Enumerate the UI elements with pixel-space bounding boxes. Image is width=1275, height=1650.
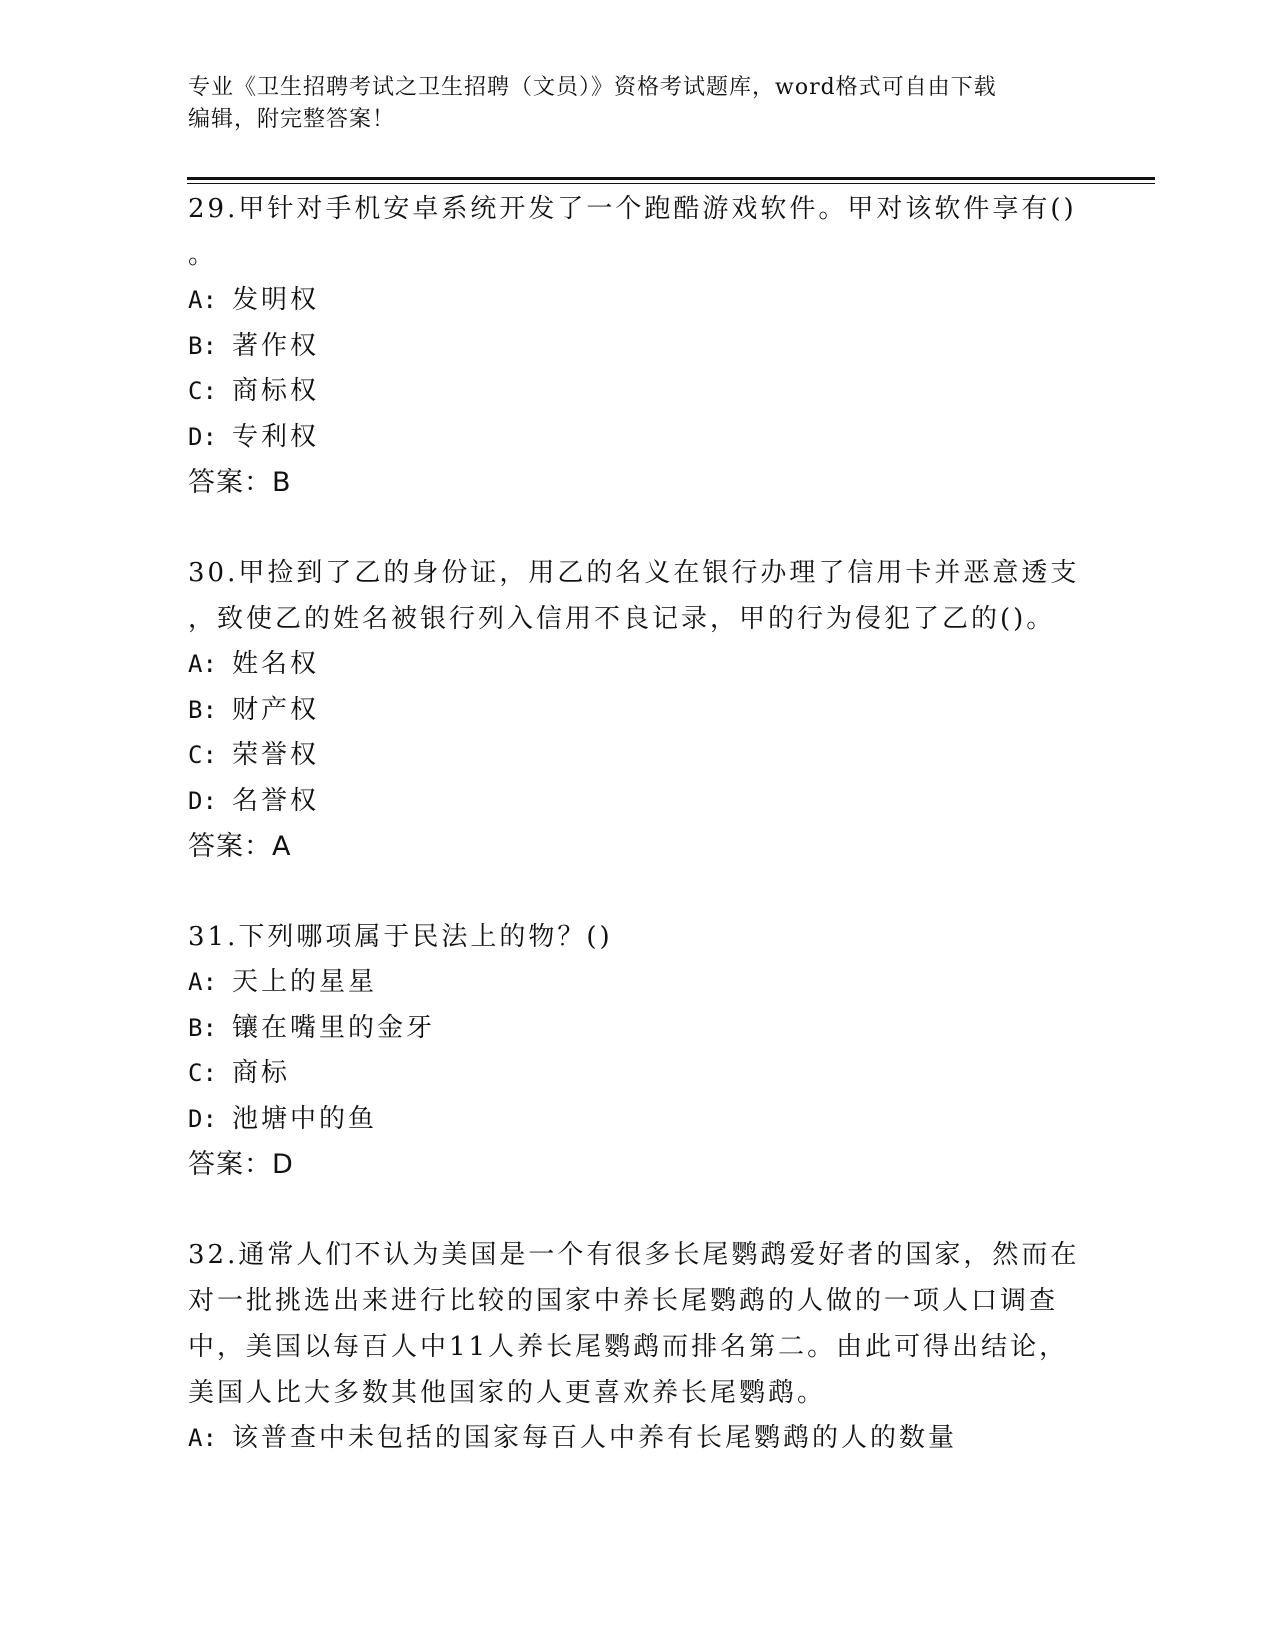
question-stem	[188, 186, 1088, 278]
option-a	[188, 1416, 1088, 1462]
header-line: 编辑，附完整答案！	[188, 107, 396, 132]
stem-line: ，致使乙的姓名被银行列入信用不良记录，甲的行为侵犯了乙的()。	[188, 604, 1056, 634]
option-d	[188, 415, 1088, 461]
option-text: 商标	[232, 1058, 291, 1088]
header-divider-thin	[187, 183, 1155, 184]
option-letter: A:	[188, 650, 217, 678]
option-text: 荣誉权	[232, 740, 320, 770]
option-b	[188, 1006, 1088, 1052]
option-text: 商标权	[232, 376, 320, 406]
question-32	[188, 1232, 1088, 1462]
option-text: 天上的星星	[232, 967, 378, 997]
answer-label: 答案：D	[188, 1149, 294, 1180]
stem-line: 。	[188, 240, 218, 270]
question-30	[188, 550, 1088, 870]
question-31	[188, 914, 1088, 1188]
option-text: 名誉权	[232, 785, 320, 816]
option-b	[188, 324, 1088, 370]
option-text: 姓名权	[232, 649, 320, 679]
option-b	[188, 688, 1088, 734]
option-letter: D:	[188, 422, 217, 451]
option-letter: B:	[188, 331, 217, 360]
option-letter: D:	[188, 1104, 217, 1133]
option-d	[188, 779, 1088, 825]
option-text: 发明权	[232, 285, 320, 315]
option-text: 著作权	[232, 330, 320, 361]
option-letter: A:	[188, 286, 217, 314]
option-text: 池塘中的鱼	[232, 1103, 378, 1134]
option-letter: C:	[188, 1059, 217, 1087]
option-a	[188, 642, 1088, 688]
stem-line: 29.甲针对手机安卓系统开发了一个跑酷游戏软件。甲对该软件享有()	[188, 194, 1077, 224]
option-letter: A:	[188, 1424, 217, 1452]
question-stem	[188, 1232, 1088, 1416]
answer-label: 答案：A	[188, 831, 292, 862]
answer-label: 答案：B	[188, 467, 292, 498]
option-text: 镶在嘴里的金牙	[232, 1012, 436, 1043]
header-divider-thick	[187, 177, 1155, 180]
stem-line: 30.甲捡到了乙的身份证，用乙的名义在银行办理了信用卡并恶意透支	[188, 558, 1080, 588]
option-letter: A:	[188, 968, 217, 996]
option-c	[188, 733, 1088, 779]
question-stem	[188, 914, 1088, 960]
document-header	[188, 72, 1088, 136]
header-line: 专业《卫生招聘考试之卫生招聘（文员）》资格考试题库，word格式可自由下载	[188, 75, 997, 100]
stem-line: 对一批挑选出来进行比较的国家中养长尾鹦鹉的人做的一项人口调查	[188, 1286, 1059, 1316]
option-letter: C:	[188, 741, 217, 769]
stem-line: 32.通常人们不认为美国是一个有很多长尾鹦鹉爱好者的国家，然而在	[188, 1240, 1080, 1270]
stem-line: 31.下列哪项属于民法上的物？()	[188, 922, 613, 952]
option-c	[188, 1051, 1088, 1097]
option-text: 该普查中未包括的国家每百人中养有长尾鹦鹉的人的数量	[232, 1423, 958, 1453]
option-letter: B:	[188, 695, 217, 724]
option-c	[188, 369, 1088, 415]
option-d	[188, 1097, 1088, 1143]
option-text: 专利权	[232, 421, 320, 452]
stem-line: 中，美国以每百人中11人养长尾鹦鹉而排名第二。由此可得出结论，	[188, 1332, 1069, 1362]
question-stem	[188, 550, 1088, 642]
option-letter: D:	[188, 786, 217, 815]
stem-line: 美国人比大多数其他国家的人更喜欢养长尾鹦鹉。	[188, 1378, 827, 1408]
option-letter: B:	[188, 1013, 217, 1042]
question-list	[188, 186, 1088, 1506]
question-29	[188, 186, 1088, 506]
option-text: 财产权	[232, 694, 320, 725]
option-a	[188, 278, 1088, 324]
option-a	[188, 960, 1088, 1006]
option-letter: C:	[188, 377, 217, 405]
